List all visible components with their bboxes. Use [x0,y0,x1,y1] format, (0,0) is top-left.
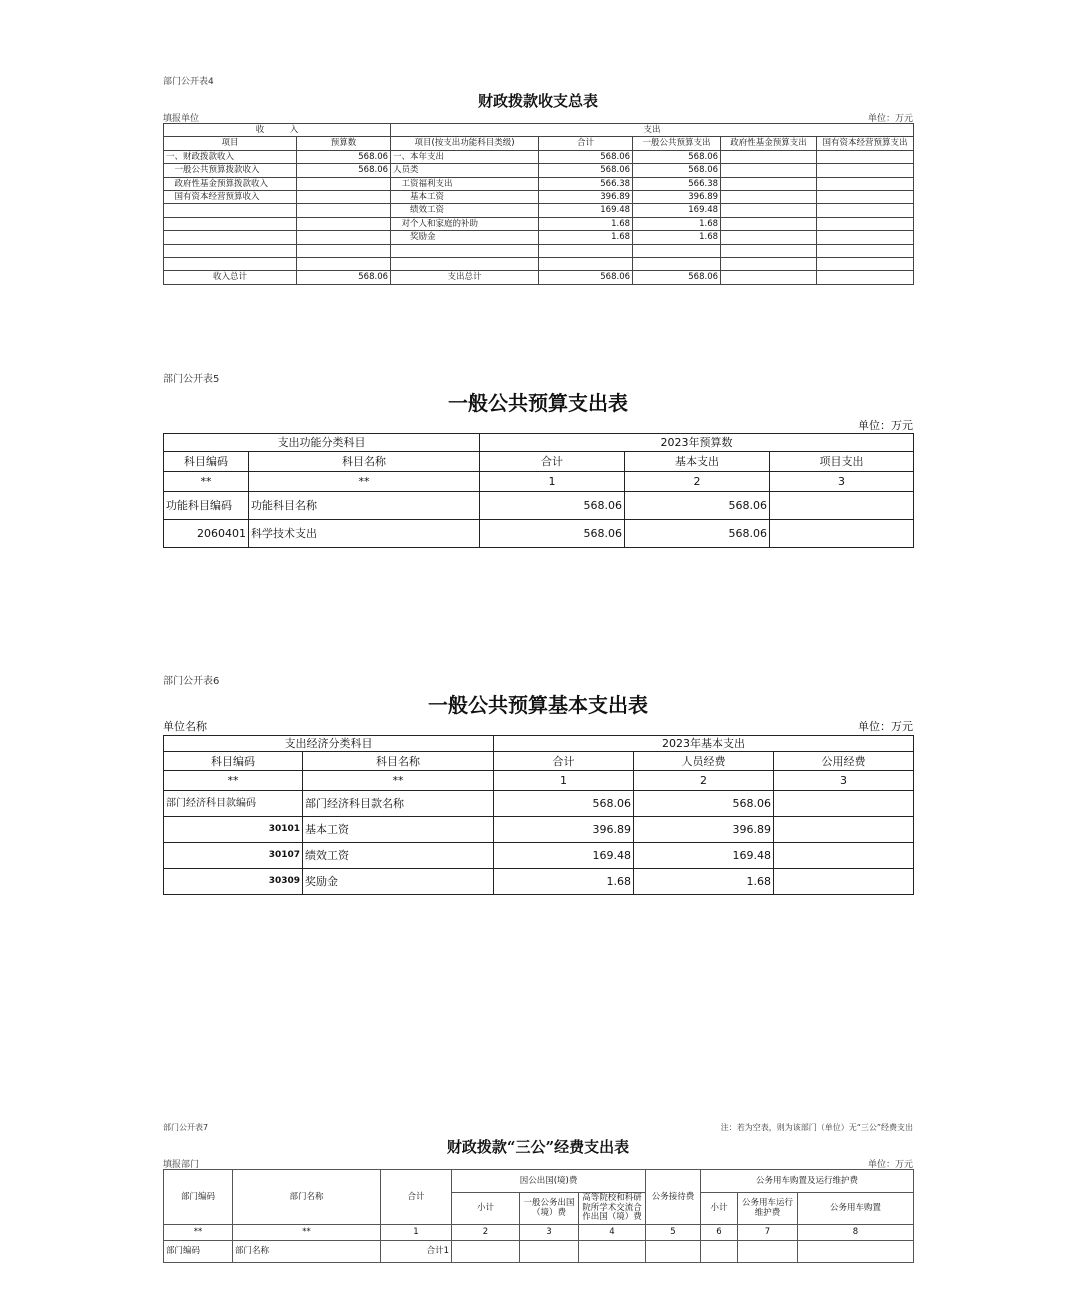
table-cell: 396.89 [494,817,634,843]
table-cell: 人员类 [391,164,539,177]
table-cell: 568.06 [539,164,633,177]
t5-table [163,433,914,548]
table-cell [721,231,817,244]
table-cell [391,244,539,257]
table-cell [164,217,297,230]
table-cell [452,1241,520,1263]
table-cell [817,231,914,244]
sub-header: 小计 [701,1193,738,1225]
table-cell [297,244,391,257]
column-header: 科目编码 [164,752,303,771]
table-cell [297,190,391,203]
table-cell [520,1241,579,1263]
t4-unit-right: 单位：万元 [867,114,913,124]
table-row [164,257,914,270]
table-cell [721,164,817,177]
table-cell: 奖励金 [391,231,539,244]
column-header: 人员经费 [634,752,774,771]
table-row [164,869,914,895]
table-cell [539,244,633,257]
table-row [164,190,914,203]
t5-title: 一般公共预算支出表 [448,391,628,415]
table-cell [817,204,914,217]
index-cell: 3 [774,771,914,791]
t7-unit-right: 单位：万元 [867,1160,913,1170]
table-cell: 1.68 [633,217,721,230]
table-cell: 169.48 [539,204,633,217]
table-cell: 科学技术支出 [249,520,480,548]
column-header: 政府性基金预算支出 [721,137,817,150]
table-cell: 396.89 [539,190,633,203]
table-cell [774,843,914,869]
table-cell: 169.48 [634,843,774,869]
t7-h-total: 合计 [381,1170,452,1225]
table-row [164,434,914,452]
table-cell [164,231,297,244]
sub-header: 公务用车运行维护费 [738,1193,798,1225]
table-row [164,137,914,150]
table-row [164,177,914,190]
table-cell [817,150,914,163]
table-cell: 1.68 [494,869,634,895]
index-cell: 6 [701,1225,738,1241]
table-cell: 部门编码 [164,1241,233,1263]
total-cell [817,271,914,284]
table-row [164,791,914,817]
table-cell: 基本工资 [391,190,539,203]
table-row [164,843,914,869]
table-cell [817,177,914,190]
table-cell [774,869,914,895]
t6-title: 一般公共预算基本支出表 [428,693,648,717]
index-cell: 8 [798,1225,914,1241]
index-cell: ** [164,472,249,492]
table-cell: 部门经济科目款编码 [164,791,303,817]
index-cell: ** [164,771,303,791]
table-cell: 绩效工资 [303,843,494,869]
table-cell: 1.68 [633,231,721,244]
group-header: 2023年预算数 [480,434,914,452]
table-cell [817,257,914,270]
table-row [164,817,914,843]
index-cell: 2 [452,1225,520,1241]
index-cell: 5 [646,1225,701,1241]
table-cell: 568.06 [634,791,774,817]
column-header: 合计 [494,752,634,771]
table-cell: 国有资本经营预算收入 [164,190,297,203]
index-cell: ** [233,1225,381,1241]
table-cell: 568.06 [633,150,721,163]
t7-h-abroad: 因公出国(境)费 [452,1170,646,1193]
t7-label: 部门公开表7 [163,1123,209,1132]
total-cell: 568.06 [633,271,721,284]
table-cell: 2060401 [164,520,249,548]
table-cell [701,1241,738,1263]
table-cell: 1.68 [634,869,774,895]
table-cell: 169.48 [494,843,634,869]
column-header: 项目 [164,137,297,150]
table-cell [164,204,297,217]
table-row [164,150,914,163]
table-cell: 部门名称 [233,1241,381,1263]
table-cell [633,244,721,257]
index-cell: 2 [625,472,770,492]
index-cell: ** [164,1225,233,1241]
table-cell: 部门经济科目款名称 [303,791,494,817]
table-cell: 基本工资 [303,817,494,843]
table-cell: 功能科目编码 [164,492,249,520]
table-cell: 568.06 [480,520,625,548]
t7-note: 注：若为空表，则为该部门（单位）无“三公”经费支出 [720,1123,913,1132]
table-cell: 30101 [164,817,303,843]
column-header: 国有资本经营预算支出 [817,137,914,150]
table-cell: 568.06 [625,492,770,520]
table-cell: 一、财政拨款收入 [164,150,297,163]
table-cell: 1.68 [539,231,633,244]
group-header: 2023年基本支出 [494,736,914,752]
t7-unit-left: 填报部门 [163,1160,200,1170]
column-header: 预算数 [297,137,391,150]
t6-unit-right: 单位：万元 [858,720,913,733]
table-cell [721,244,817,257]
t7-h-name: 部门名称 [233,1170,381,1225]
table-cell [297,217,391,230]
table-cell [721,177,817,190]
table-row [164,736,914,752]
table-cell [770,520,914,548]
group-header: 支出经济分类科目 [164,736,494,752]
table-cell: 30107 [164,843,303,869]
table-cell: 一、本年支出 [391,150,539,163]
column-header: 科目编码 [164,452,249,472]
table-row [164,124,914,137]
table-cell: 绩效工资 [391,204,539,217]
column-header: 项目支出 [770,452,914,472]
table-cell: 对个人和家庭的补助 [391,217,539,230]
table-row [164,452,914,472]
table-cell [579,1241,646,1263]
table-cell [738,1241,798,1263]
table-cell: 合计1 [381,1241,452,1263]
index-cell: ** [303,771,494,791]
total-cell: 收入总计 [164,271,297,284]
table-cell [539,257,633,270]
table-cell: 396.89 [633,190,721,203]
total-cell: 568.06 [297,271,391,284]
sub-header: 小计 [452,1193,520,1225]
index-cell: 1 [494,771,634,791]
table-cell [774,791,914,817]
total-cell: 支出总计 [391,271,539,284]
table-cell [646,1241,701,1263]
table-cell [633,257,721,270]
group-header: 支出功能分类科目 [164,434,480,452]
table-row [164,271,914,284]
table-cell: 568.06 [633,164,721,177]
t7-title: 财政拨款“三公”经费支出表 [446,1138,630,1156]
t4-title: 财政拨款收支总表 [477,92,598,110]
t5-unit-right: 单位：万元 [858,419,913,432]
index-cell: 3 [770,472,914,492]
table-cell [297,231,391,244]
sub-header: 高等院校和科研院所学术交流合作出国（境）费 [579,1193,646,1225]
t6-table [163,735,914,895]
table-cell [798,1241,914,1263]
column-header: 公用经费 [774,752,914,771]
table-cell [817,217,914,230]
table-cell [164,257,297,270]
table-cell: 工资福利支出 [391,177,539,190]
table-cell: 1.68 [539,217,633,230]
t6-label: 部门公开表6 [163,676,220,687]
table-cell [774,817,914,843]
index-cell: 2 [634,771,774,791]
t7-h-car: 公务用车购置及运行维护费 [701,1170,914,1193]
t7-h-reception: 公务接待费 [646,1170,701,1225]
table-cell [721,150,817,163]
table-cell: 政府性基金预算拨款收入 [164,177,297,190]
table-cell [817,164,914,177]
table-cell: 566.38 [539,177,633,190]
table-row [164,164,914,177]
index-cell: 4 [579,1225,646,1241]
income-header: 收 入 [164,124,391,137]
table-row [164,492,914,520]
column-header: 科目名称 [303,752,494,771]
table-cell [297,204,391,217]
table-cell: 一般公共预算拨款收入 [164,164,297,177]
table-cell [770,492,914,520]
index-cell: 7 [738,1225,798,1241]
table-cell [297,177,391,190]
table-cell [817,190,914,203]
table-cell [721,257,817,270]
table-cell [721,204,817,217]
t4-table [163,123,914,285]
t4-unit-left: 填报单位 [163,114,200,124]
table-row [164,520,914,548]
total-cell: 568.06 [539,271,633,284]
table-row [164,244,914,257]
table-cell: 566.38 [633,177,721,190]
table-cell: 568.06 [297,150,391,163]
t7-h-code: 部门编码 [164,1170,233,1225]
column-header: 基本支出 [625,452,770,472]
table-cell [297,257,391,270]
table-cell: 169.48 [633,204,721,217]
table-row [164,204,914,217]
table-row [164,752,914,771]
table-cell: 568.06 [297,164,391,177]
table-row [164,231,914,244]
table-cell [817,244,914,257]
table-cell: 奖励金 [303,869,494,895]
table-row [164,217,914,230]
t5-label: 部门公开表5 [163,374,220,385]
table-cell [721,217,817,230]
table-row [164,771,914,791]
t6-unit-left: 单位名称 [163,720,207,733]
table-cell: 30309 [164,869,303,895]
column-header: 项目(按支出功能科目类级) [391,137,539,150]
table-cell [721,190,817,203]
column-header: 合计 [539,137,633,150]
column-header: 科目名称 [249,452,480,472]
sub-header: 一般公务出国（境）费 [520,1193,579,1225]
total-cell [721,271,817,284]
expense-header: 支出 [391,124,914,137]
table-cell [164,244,297,257]
table-cell: 568.06 [494,791,634,817]
table-cell: 568.06 [480,492,625,520]
index-cell: 3 [520,1225,579,1241]
table-row [164,472,914,492]
table-cell: 功能科目名称 [249,492,480,520]
sub-header: 公务用车购置 [798,1193,914,1225]
index-cell: ** [249,472,480,492]
t4-label: 部门公开表4 [163,77,214,87]
column-header: 合计 [480,452,625,472]
index-cell: 1 [381,1225,452,1241]
table-cell: 568.06 [625,520,770,548]
column-header: 一般公共预算支出 [633,137,721,150]
index-cell: 1 [480,472,625,492]
table-cell: 568.06 [539,150,633,163]
t7-table [163,1169,914,1263]
table-cell: 396.89 [634,817,774,843]
table-cell [391,257,539,270]
